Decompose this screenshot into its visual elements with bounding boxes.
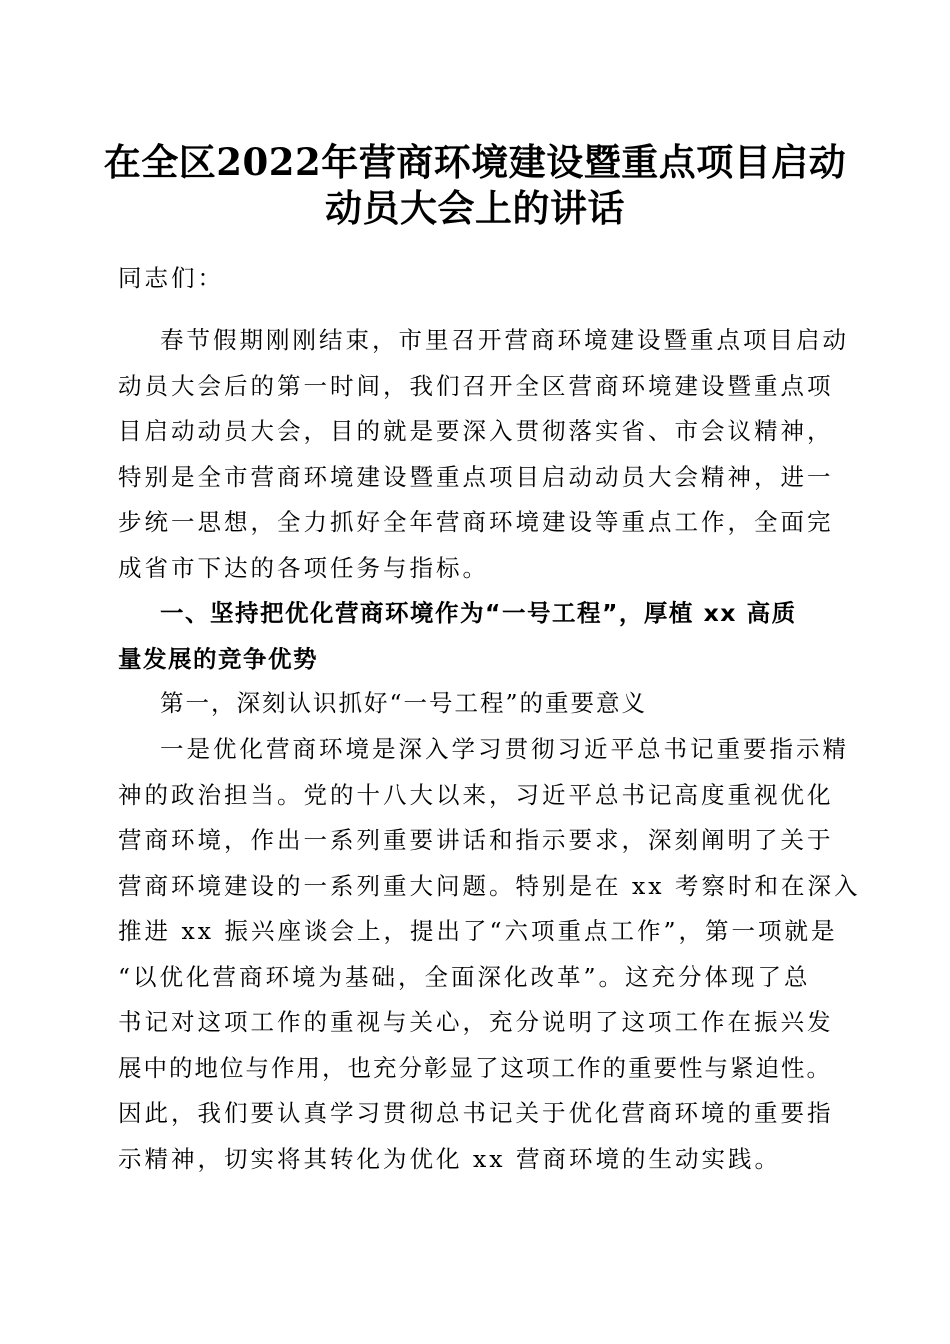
paragraph-line: 示精神，切实将其转化为优化 xx 营商环境的生动实践。 [118,1144,781,1173]
section-1-heading [118,591,838,682]
paragraph-line: 营商环境，作出一系列重要讲话和指示要求，深刻阐明了关于 [118,826,834,854]
paragraph-line: 展中的地位与作用，也充分彰显了这项工作的重要性与紧迫性。 [118,1053,832,1082]
paragraph-line: 营商环境建设的一系列重大问题。特别是在 xx 考察时和在深入 [118,871,861,900]
paragraph-line: 春节假期刚刚结束，市里召开营商环境建设暨重点项目启动 [160,326,849,354]
document-title-line-2: 动员大会上的讲话 [325,186,625,230]
paragraph-2 [118,727,861,1182]
paragraph-1 [118,318,849,591]
paragraph-line: 动员大会后的第一时间，我们召开全区营商环境建设暨重点项 [118,371,834,400]
heading-line: 一、坚持把优化营商环境作为“一号工程”，厚植 xx 高质 [160,599,797,627]
paragraph-line: 步统一思想，全力抓好全年营商环境建设等重点工作，全面完 [118,508,834,536]
paragraph-line: 一是优化营商环境是深入学习贯彻习近平总书记重要指示精 [160,735,849,763]
paragraph-line: 成省市下达的各项任务与指标。 [118,553,489,582]
paragraph-line: 推进 xx 振兴座谈会上，提出了“六项重点工作”，第一项就是 [118,917,838,945]
paragraph-line: 因此，我们要认真学习贯彻总书记关于优化营商环境的重要指 [118,1099,834,1127]
paragraph-line: 特别是全市营商环境建设暨重点项目启动动员大会精神，进一 [118,462,834,491]
heading-line: 量发展的竞争优势 [118,644,318,673]
subsection-1-heading: 第一，深刻认识抓好“一号工程”的重要意义 [160,689,648,717]
paragraph-line: 书记对这项工作的重视与关心，充分说明了这项工作在振兴发 [118,1008,834,1036]
paragraph-line: 目启动动员大会，目的就是要深入贯彻落实省、市会议精神， [118,417,834,445]
paragraph-line: 神的政治担当。党的十八大以来，习近平总书记高度重视优化 [118,780,834,809]
salutation: 同志们： [118,264,224,292]
document-title-line-1: 在全区2022年营商环境建设暨重点项目启动 [103,140,847,184]
paragraph-line: “以优化营商环境为基础，全面深化改革”。这充分体现了总 [118,962,811,991]
